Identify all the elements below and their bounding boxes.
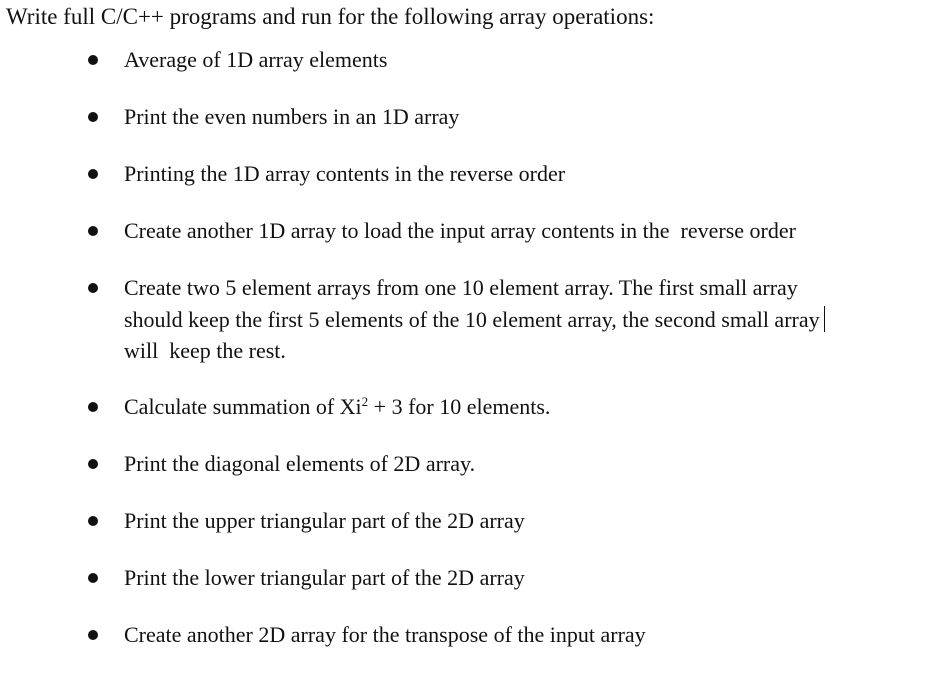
list-item-line (124, 304, 825, 336)
list-item-text: Print the lower triangular part of the 2D array (124, 565, 525, 590)
bullet-icon (88, 169, 98, 179)
formula-text: Calculate summation of Xi (124, 394, 362, 419)
bullet-icon (88, 55, 98, 65)
bullet-icon (88, 630, 98, 640)
list-item-text: Printing the 1D array contents in the reverse order (124, 161, 566, 186)
bullet-icon (88, 226, 98, 236)
bullet-icon (88, 112, 98, 122)
formula-exponent: 2 (361, 394, 369, 409)
list-item-text (124, 272, 825, 367)
list-item-line-text: should keep the first 5 elements of the 10 element array, the second small array (124, 306, 820, 332)
list-item-text: Create another 1D array to load the input array contents in the reverse order (124, 218, 796, 243)
list-item-text: Create another 2D array for the transpose of the input array (124, 622, 646, 647)
list-item-line: will keep the rest. (124, 338, 286, 363)
bullet-icon (88, 573, 98, 583)
bullet-icon (88, 516, 98, 526)
text-cursor (824, 306, 826, 332)
assignment-heading: Write full C/C++ programs and run for the following array operations: (6, 4, 655, 29)
bullet-icon (88, 459, 98, 469)
bullet-icon (88, 402, 98, 412)
formula-text: + 3 for 10 elements. (368, 394, 551, 419)
list-item-text (124, 391, 550, 423)
list-item-text: Print the upper triangular part of the 2D array (124, 508, 525, 533)
bullet-icon (88, 283, 98, 293)
list-item-text: Print the even numbers in an 1D array (124, 104, 460, 129)
list-item-text: Average of 1D array elements (124, 47, 388, 72)
list-item-line: Create two 5 element arrays from one 10 element array. The first small array (124, 275, 798, 300)
list-item-text: Print the diagonal elements of 2D array. (124, 451, 476, 476)
